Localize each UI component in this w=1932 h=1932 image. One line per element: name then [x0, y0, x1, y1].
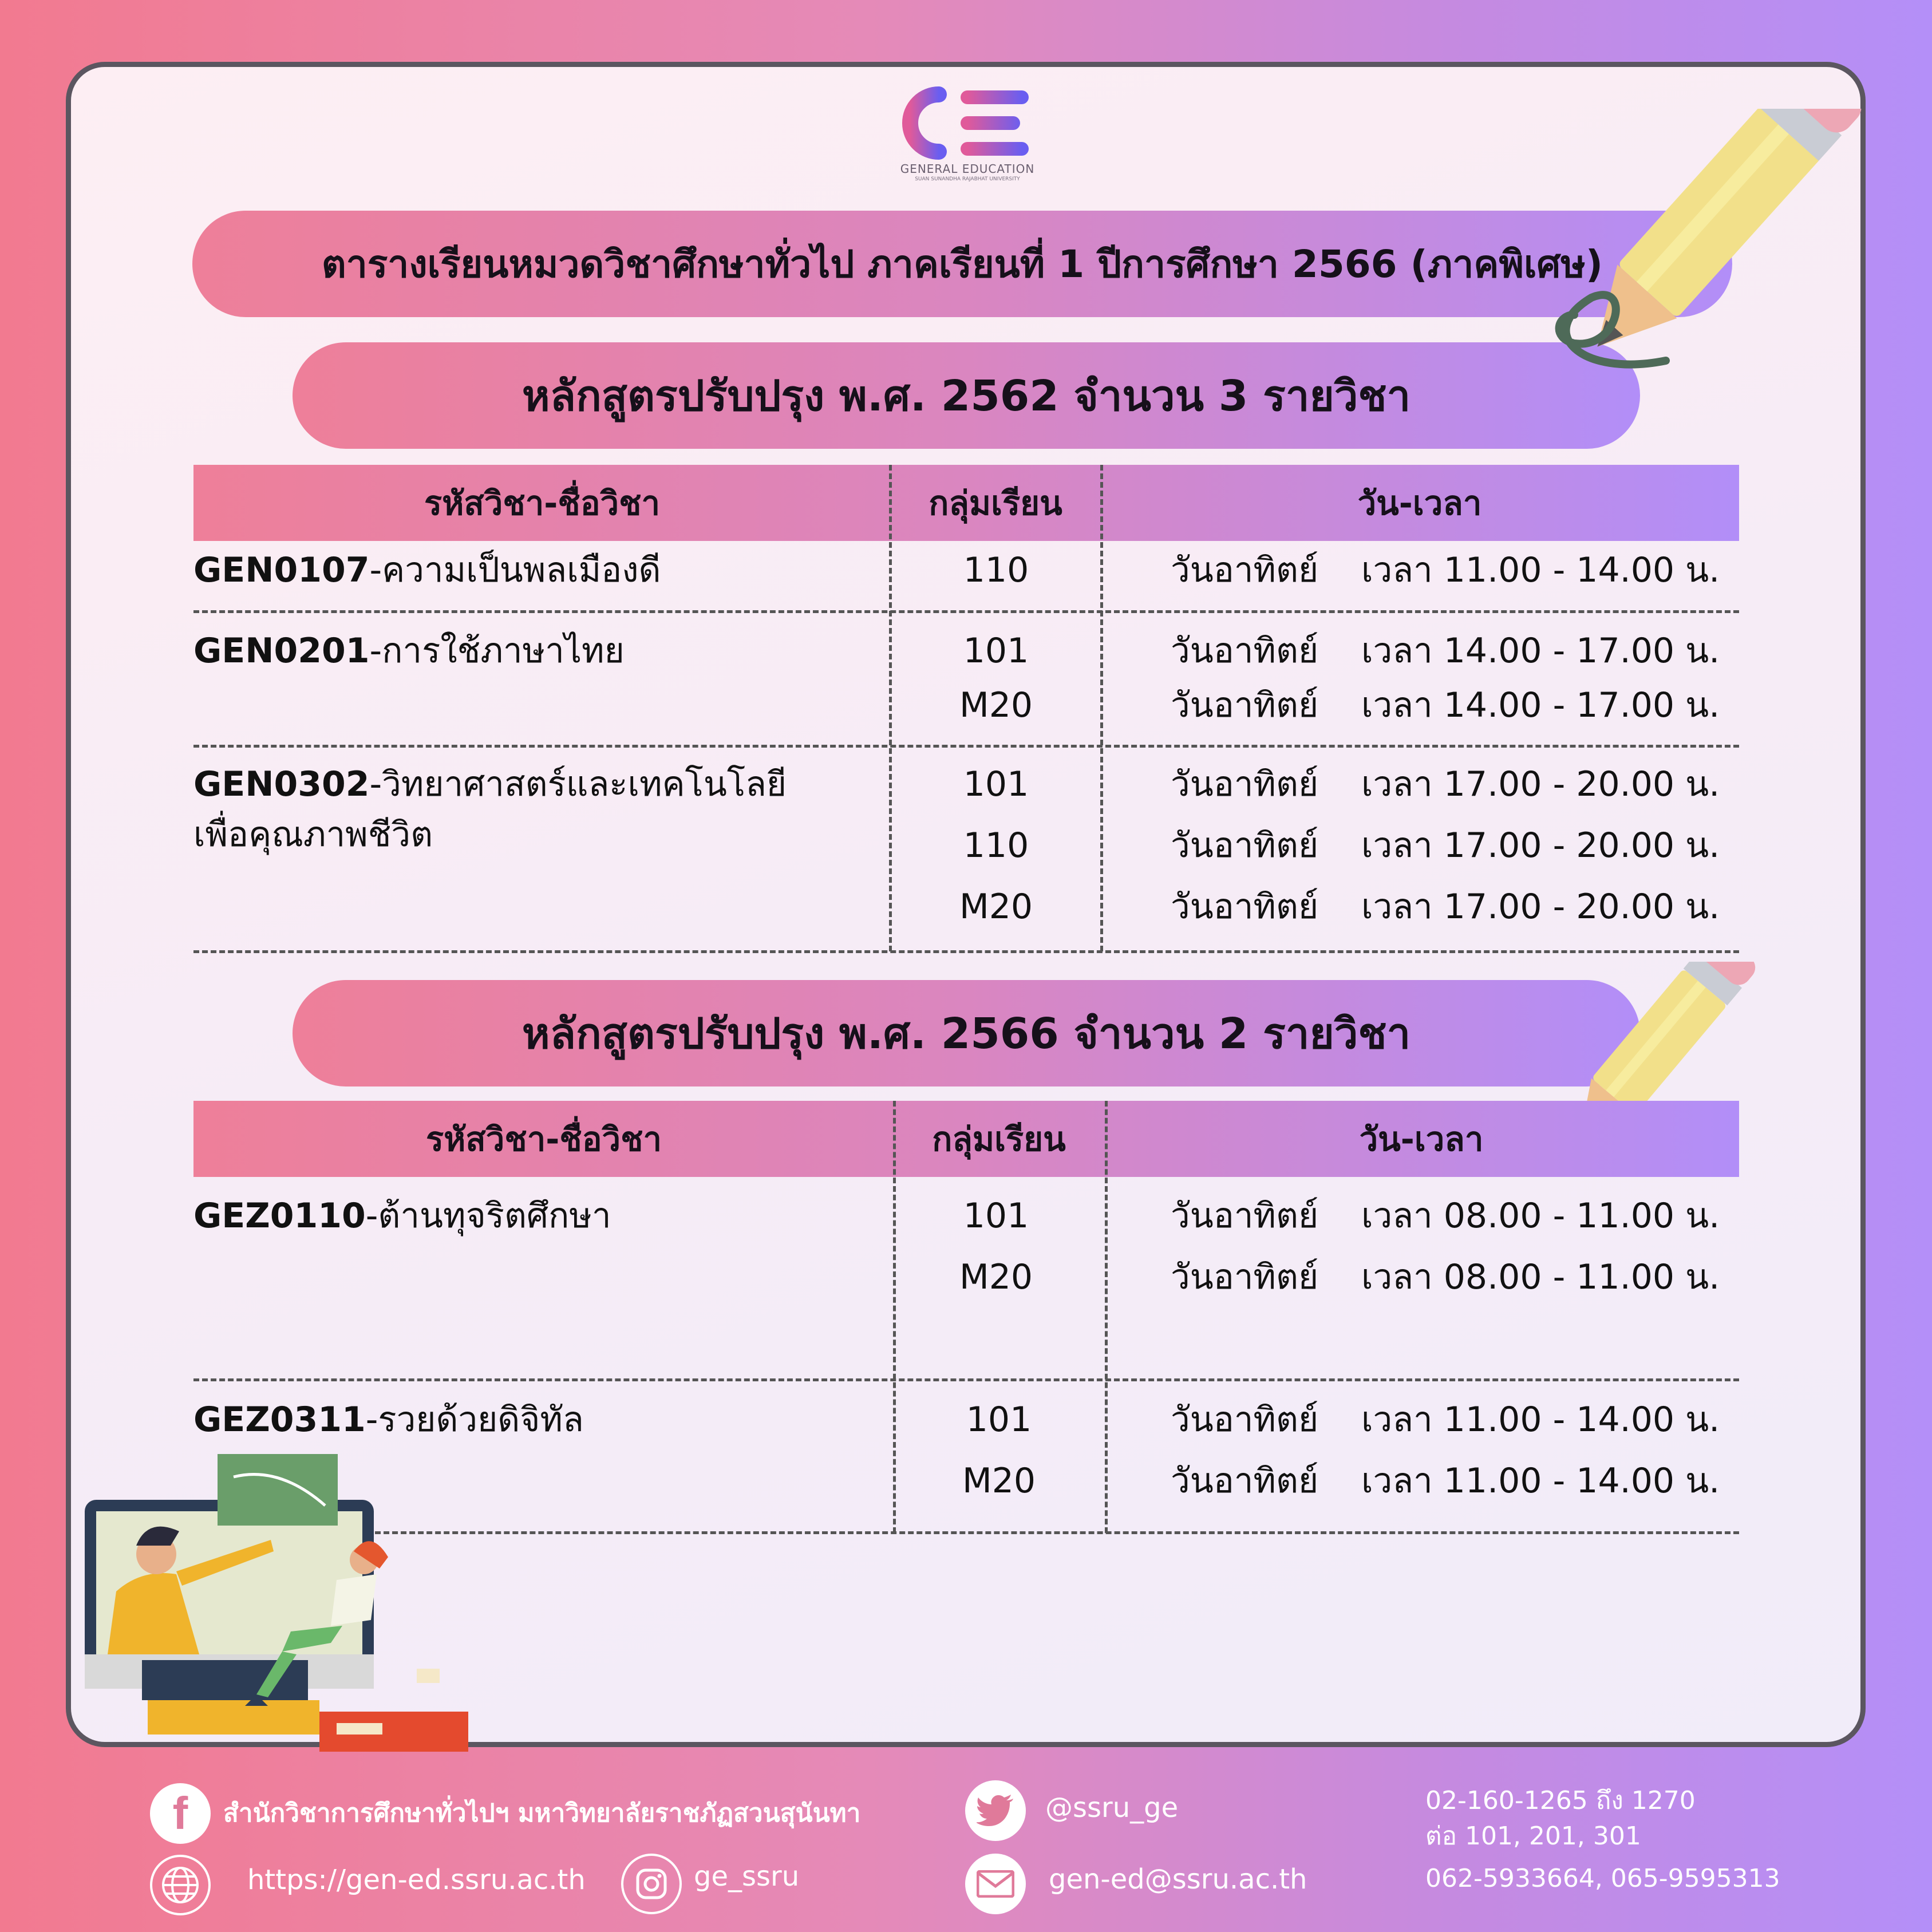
- group-cell: M20: [959, 1257, 1033, 1297]
- day-cell: วันอาทิตย์: [1171, 631, 1319, 671]
- time-cell: เวลา 14.00 - 17.00 น.: [1361, 685, 1720, 725]
- table1-divider: [1100, 465, 1103, 951]
- twitter-icon[interactable]: [965, 1780, 1026, 1841]
- group-cell: 110: [963, 825, 1029, 866]
- course-name: -การใช้ภาษาไทย: [369, 631, 625, 671]
- course-name: -ต้านทุจริตศึกษา: [365, 1196, 611, 1236]
- time-cell: เวลา 08.00 - 11.00 น.: [1361, 1257, 1720, 1297]
- phone-extensions: ต่อ 101, 201, 301: [1425, 1822, 1641, 1851]
- globe-icon: [150, 1855, 211, 1915]
- page-title: ตารางเรียนหมวดวิชาศึกษาทั่วไป ภาคเรียนที่ 1 ปีการศึกษา 2566 (ภาคพิเศษ): [192, 211, 1732, 317]
- course-row: [193, 626, 625, 676]
- logo-line1: GENERAL EDUCATION: [900, 162, 1035, 176]
- day-cell: วันอาทิตย์: [1171, 1461, 1319, 1501]
- facebook-icon[interactable]: f: [150, 1783, 211, 1844]
- online-teaching-illustration: [85, 1454, 474, 1752]
- day-cell: วันอาทิตย์: [1171, 1400, 1319, 1440]
- time-cell: เวลา 17.00 - 20.00 น.: [1361, 887, 1720, 927]
- time-cell: เวลา 11.00 - 14.00 น.: [1361, 1461, 1720, 1501]
- header-datetime: วัน-เวลา: [1359, 1120, 1484, 1159]
- group-cell: 101: [963, 764, 1029, 804]
- ge-logo-icon: [899, 83, 1036, 160]
- header-group: กลุ่มเรียน: [929, 484, 1062, 523]
- course-code: GEZ0311: [193, 1400, 366, 1440]
- group-cell: 101: [963, 1196, 1029, 1236]
- logo-line2: SUAN SUNANDHA RAJABHAT UNIVERSITY: [915, 176, 1020, 182]
- course-name: -ความเป็นพลเมืองดี: [369, 550, 661, 590]
- group-cell: 110: [963, 550, 1029, 590]
- header-group: กลุ่มเรียน: [932, 1120, 1066, 1159]
- ge-logo: [899, 83, 1036, 189]
- day-cell: วันอาทิตย์: [1171, 550, 1319, 590]
- phone-mobile: 062-5933664, 065-9595313: [1425, 1864, 1780, 1893]
- day-cell: วันอาทิตย์: [1171, 887, 1319, 927]
- time-cell: เวลา 14.00 - 17.00 น.: [1361, 631, 1720, 671]
- group-cell: M20: [959, 887, 1033, 927]
- website-link[interactable]: https://gen-ed.ssru.ac.th: [247, 1864, 586, 1896]
- table2-header: [193, 1101, 1739, 1177]
- course-name-line2: เพื่อคุณภาพชีวิต: [193, 815, 433, 855]
- email-icon[interactable]: [965, 1854, 1026, 1914]
- course-code: GEN0107: [193, 550, 370, 590]
- day-cell: วันอาทิตย์: [1171, 1257, 1319, 1297]
- course-row: [193, 1394, 584, 1445]
- instagram-icon[interactable]: [621, 1854, 682, 1914]
- course-code: GEN0201: [193, 631, 370, 671]
- section1-title: หลักสูตรปรับปรุง พ.ศ. 2562 จำนวน 3 รายวิชา: [293, 342, 1640, 449]
- day-cell: วันอาทิตย์: [1171, 764, 1319, 804]
- phone-main: 02-160-1265 ถึง 1270: [1425, 1786, 1696, 1815]
- group-cell: M20: [962, 1461, 1036, 1501]
- day-cell: วันอาทิตย์: [1171, 1196, 1319, 1236]
- course-row: [193, 1191, 611, 1241]
- time-cell: เวลา 17.00 - 20.00 น.: [1361, 825, 1720, 866]
- row-divider: [366, 1531, 1739, 1534]
- time-cell: เวลา 17.00 - 20.00 น.: [1361, 764, 1720, 804]
- course-name: -วิทยาศาสตร์และเทคโนโลยี: [369, 764, 787, 804]
- table2-divider: [1105, 1101, 1108, 1533]
- table1-divider: [889, 465, 892, 951]
- instagram-handle[interactable]: ge_ssru: [694, 1860, 800, 1893]
- group-cell: 101: [963, 631, 1029, 671]
- time-cell: เวลา 08.00 - 11.00 น.: [1361, 1196, 1720, 1236]
- day-cell: วันอาทิตย์: [1171, 825, 1319, 866]
- course-code: GEZ0110: [193, 1196, 366, 1236]
- twitter-handle[interactable]: @ssru_ge: [1045, 1792, 1179, 1824]
- email-address[interactable]: gen-ed@ssru.ac.th: [1049, 1863, 1307, 1895]
- header-course: รหัสวิชา-ชื่อวิชา: [425, 1120, 662, 1159]
- course-code: GEN0302: [193, 764, 370, 804]
- row-divider: [193, 745, 1739, 748]
- facebook-text[interactable]: สำนักวิชาการศึกษาทั่วไปฯ มหาวิทยาลัยราชภัฏสวนสุนันทา: [223, 1799, 861, 1828]
- course-name: -รวยด้วยดิจิทัล: [365, 1400, 584, 1440]
- course-row: [193, 759, 787, 809]
- group-cell: 101: [966, 1400, 1032, 1440]
- table1-header: [193, 465, 1739, 541]
- time-cell: เวลา 11.00 - 14.00 น.: [1361, 550, 1720, 590]
- group-cell: M20: [959, 685, 1033, 725]
- row-divider: [193, 950, 1739, 953]
- section2-title: หลักสูตรปรับปรุง พ.ศ. 2566 จำนวน 2 รายวิชา: [293, 980, 1640, 1086]
- course-row: [193, 545, 661, 595]
- header-datetime: วัน-เวลา: [1357, 484, 1482, 523]
- row-divider: [193, 1378, 1739, 1381]
- day-cell: วันอาทิตย์: [1171, 685, 1319, 725]
- row-divider: [193, 610, 1739, 613]
- footer: [0, 1752, 1932, 1932]
- header-course: รหัสวิชา-ชื่อวิชา: [424, 484, 661, 523]
- time-cell: เวลา 11.00 - 14.00 น.: [1361, 1400, 1720, 1440]
- pencil-illustration: [1534, 109, 1878, 395]
